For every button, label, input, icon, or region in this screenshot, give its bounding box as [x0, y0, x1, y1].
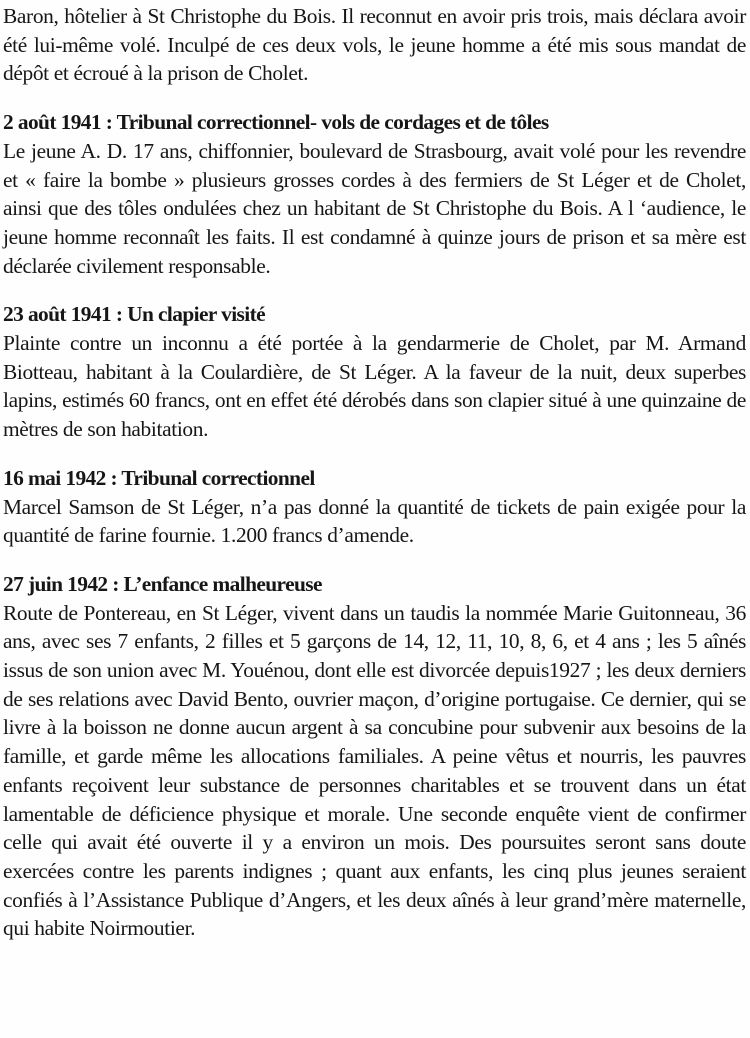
intro-paragraph: Baron, hôtelier à St Christophe du Bois. Il reconnut en avoir pris trois, mais déclara avoir été lui-même volé. Inculpé de ces deux vols, le jeune homme a été mis sous mandat de dépôt et écroué à la prison de Cholet.: [3, 4, 746, 86]
section-heading: 2 août 1941 : Tribunal correctionnel- vols de cordages et de tôles: [3, 110, 549, 135]
section-body: Marcel Samson de St Léger, n’a pas donné la quantité de tickets de pain exigée pour la quantité de farine fournie. 1.200 francs d’amende.: [3, 494, 746, 548]
section-body: Plainte contre un inconnu a été portée à la gendarmerie de Cholet, par M. Armand Biotteau, habitant à la Coulardière, de St Léger. A la faveur de la nuit, deux superbes lapins, estimés 60 francs, ont en effet été dérobés dans son clapier situé à une quinzaine de mètres de son habitation.: [3, 331, 746, 442]
section-body: Route de Pontereau, en St Léger, vivent dans un taudis la nommée Marie Guitonneau, 36 ans, avec ses 7 enfants, 2 filles et 5 garçons de 14, 12, 11, 10, 8, 6, et 4 ans ; les 5 aînés issus de son union avec M. Youénou, dont elle est divorcée depuis1927 ; les deux derniers de ses relations avec David Bento, ouvrier maçon, d’origine portugaise. Ce dernier, qui se livre à la boisson ne donne aucun argent à sa concubine pour subvenir aux besoins de la famille, et garde même les allocations familiales. A peine vêtus et nourris, les pauvres enfants reçoivent leur substance de personnes charitables et se trouvent dans un état lamentable de déficience physique et morale. Une seconde enquête vient de confirmer celle qui avait été ouverte il y a environ un mois. Des poursuites seront sans doute exercées contre les parents indignes ; quant aux enfants, les cinq plus jeunes seraient confiés à l’Assistance Publique d’Angers, et les deux aînés à leur grand’mère maternelle, qui habite Noirmoutier.: [3, 600, 746, 941]
section-heading: 16 mai 1942 : Tribunal correctionnel: [3, 465, 315, 490]
section-enfance: [3, 570, 746, 943]
section-tribunal: [3, 464, 746, 550]
section-heading: 27 juin 1942 : L’enfance malheureuse: [3, 571, 322, 596]
section-clapier: [3, 300, 746, 444]
section-body: Le jeune A. D. 17 ans, chiffonnier, boulevard de Strasbourg, avait volé pour les revendre et « faire la bombe » plusieurs grosses cordes à des fermiers de St Léger et de Cholet, ainsi que des tôles ondulées chez un habitant de St Christophe du Bois. A l ‘audience, le jeune homme reconnaît les faits. Il est condamné à quinze jours de prison et sa mère est déclarée civilement responsable.: [3, 138, 746, 278]
page-content: [3, 2, 746, 943]
section-cordages: [3, 108, 746, 280]
section-heading: 23 août 1941 : Un clapier visité: [3, 302, 266, 327]
